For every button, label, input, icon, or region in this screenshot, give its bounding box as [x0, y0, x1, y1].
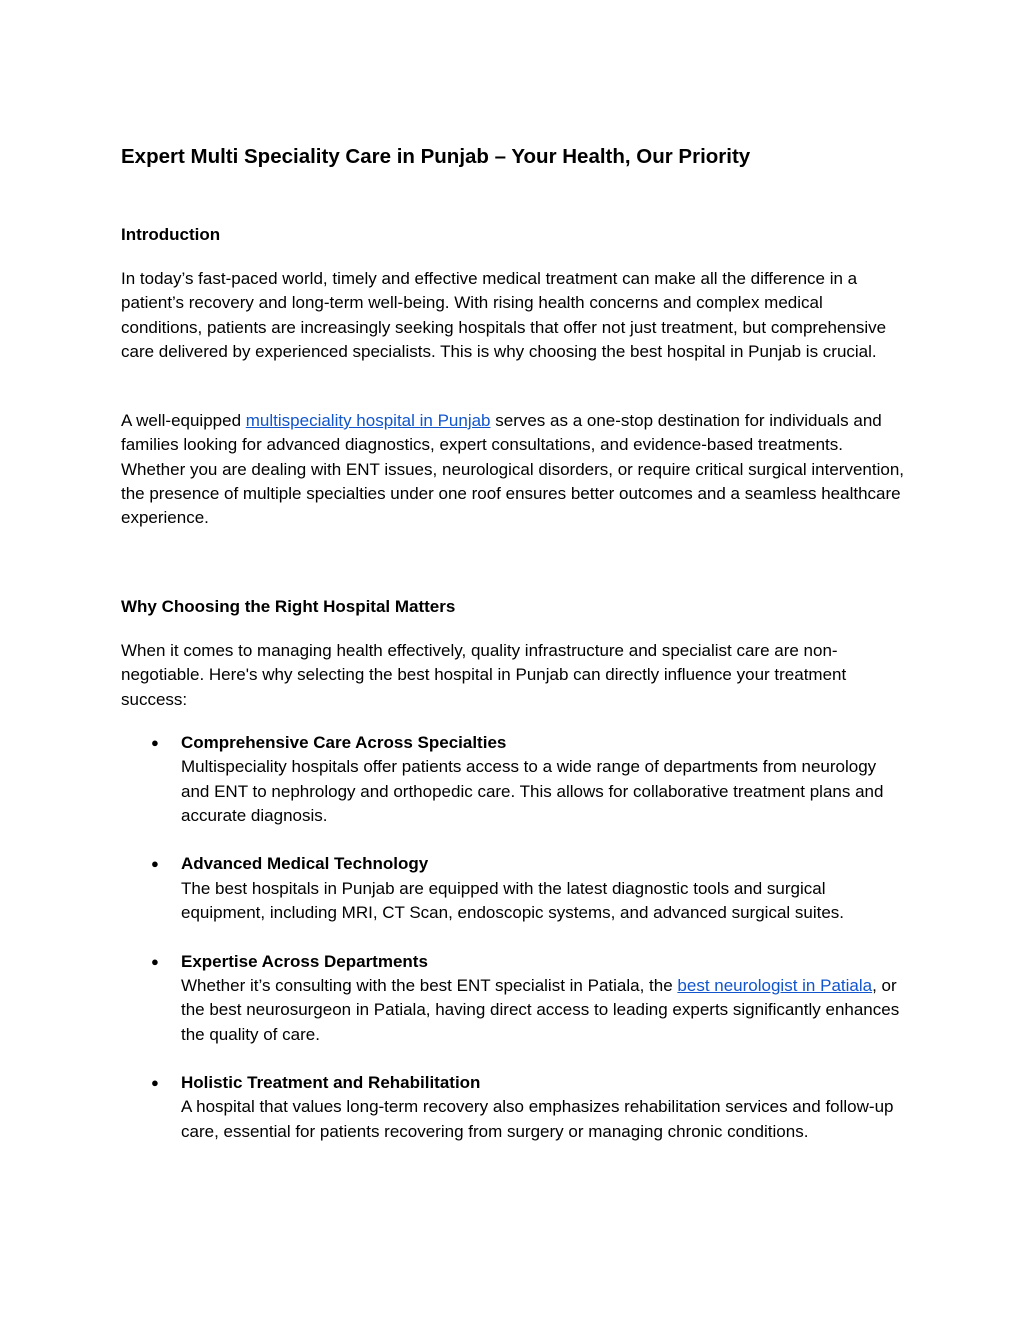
- list-item-title: Advanced Medical Technology: [181, 854, 429, 874]
- best-neurologist-link[interactable]: best neurologist in Patiala: [677, 975, 873, 995]
- bullet-dot-icon: ●: [151, 953, 159, 969]
- list-item-body: A hospital that values long-term recovery also emphasizes rehabilitation services and follow-up care, essential for patients recovering from surgery or managing chronic conditions.: [181, 1097, 894, 1141]
- intro-paragraph-2-text-before: A well-equipped: [121, 411, 246, 430]
- list-item: [121, 852, 907, 925]
- multispeciality-hospital-link[interactable]: multispeciality hospital in Punjab: [245, 411, 491, 430]
- list-item-title: Holistic Treatment and Rehabilitation: [181, 1073, 481, 1093]
- list-item-body: The best hospitals in Punjab are equipped with the latest diagnostic tools and surgical equipment, including MRI, CT Scan, endoscopic systems, and advanced surgical suites.: [181, 878, 845, 923]
- intro-paragraph-2: [121, 409, 907, 530]
- list-item-body-text-after: , or the best neurosurgeon in Patiala, having direct access to leading experts significantly enhances the quality of care.: [181, 975, 900, 1044]
- intro-paragraph-1: In today’s fast-paced world, timely and effective medical treatment can make all the difference in a patient’s recovery and long-term well-being. With rising health concerns and complex medical conditions, patients are increasingly seeking hospitals that offer not just treatment, but comprehensive care delivered by experienced specialists. This is why choosing the best hospital in Punjab is crucial.: [121, 269, 887, 361]
- intro-heading: Introduction: [121, 225, 221, 244]
- bullet-dot-icon: ●: [151, 1075, 159, 1091]
- list-item-body: Multispeciality hospitals offer patients access to a wide range of departments from neurology and ENT to nephrology and orthopedic care. This allows for collaborative treatment plans and accurate diagnosis.: [181, 757, 884, 825]
- bullet-dot-icon: ●: [151, 735, 159, 750]
- why-heading: Why Choosing the Right Hospital Matters: [121, 597, 456, 616]
- benefits-list: [121, 731, 907, 1168]
- list-item-body-text-before: Whether it’s consulting with the best ENT specialist in Patiala, the: [181, 975, 678, 995]
- list-item: [121, 1071, 907, 1144]
- list-item: [121, 950, 907, 1047]
- bullet-dot-icon: ●: [151, 856, 159, 872]
- list-item-title: Comprehensive Care Across Specialties: [181, 733, 507, 752]
- list-item-title: Expertise Across Departments: [181, 951, 428, 971]
- intro-paragraph-2-text-after: serves as a one-stop destination for individuals and families looking for advanced diagnostics, expert consultations, and evidence-based treatments. Whether you are dealing with ENT issues, neurological disorders, or require critical surgical intervention, the presence of multiple specialties under one roof ensures better outcomes and a seamless healthcare experience.: [121, 411, 904, 528]
- why-paragraph: When it comes to managing health effectively, quality infrastructure and specialist care are non-negotiable. Here's why selecting the best hospital in Punjab can directly influence your treatment success:: [121, 641, 847, 709]
- list-item: [121, 731, 907, 828]
- document-title: Expert Multi Speciality Care in Punjab – Your Health, Our Priority: [121, 145, 751, 168]
- list-item-body: [181, 974, 907, 1047]
